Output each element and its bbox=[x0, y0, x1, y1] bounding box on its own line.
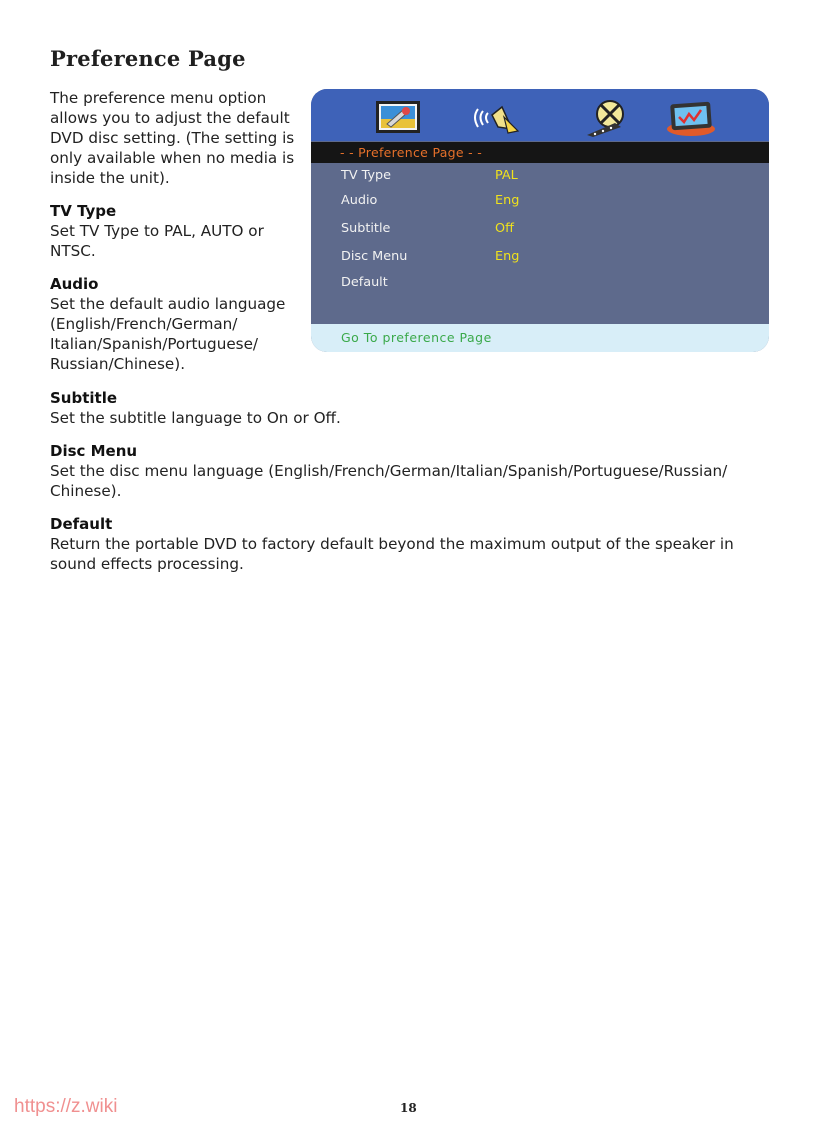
intro-column bbox=[50, 88, 305, 387]
audio-heading: Audio bbox=[50, 275, 99, 293]
osd-row-audio-value: Eng bbox=[495, 193, 520, 208]
disc-menu-text: Set the disc menu language (English/French/German/Italian/Spanish/Portuguese/Russian/ Chinese). bbox=[50, 462, 728, 500]
osd-row-disc-menu-label: Disc Menu bbox=[341, 249, 408, 264]
osd-row-audio-label: Audio bbox=[341, 193, 378, 208]
intro-text: The preference menu option allows you to adjust the default DVD disc setting. (The setting is only available when no media is inside the unit). bbox=[50, 89, 295, 187]
audio-text: Set the default audio language (English/French/German/ Italian/Spanish/Portuguese/ Russian/Chinese). bbox=[50, 295, 286, 373]
default-heading: Default bbox=[50, 515, 113, 533]
general-setup-icon bbox=[369, 97, 427, 137]
osd-row-default-label: Default bbox=[341, 275, 388, 290]
audio-setup-icon bbox=[468, 97, 526, 137]
osd-menu-screenshot bbox=[311, 89, 769, 352]
osd-row-disc-menu-value: Eng bbox=[495, 249, 520, 264]
osd-header-bar: - - Preference Page - - bbox=[311, 142, 769, 163]
watermark-link[interactable]: https://z.wiki bbox=[14, 1096, 118, 1117]
preference-icon bbox=[661, 97, 719, 137]
osd-row-tv-type-value: PAL bbox=[495, 168, 518, 183]
subtitle-heading: Subtitle bbox=[50, 389, 118, 407]
default-text: Return the portable DVD to factory default beyond the maximum output of the speaker in sound effects processing. bbox=[50, 535, 734, 573]
tv-type-text: Set TV Type to PAL, AUTO or NTSC. bbox=[50, 222, 264, 260]
osd-row-subtitle-value: Off bbox=[495, 221, 514, 236]
disc-menu-heading: Disc Menu bbox=[50, 442, 138, 460]
page-number: 18 bbox=[400, 1101, 417, 1115]
tv-type-heading: TV Type bbox=[50, 202, 117, 220]
video-setup-icon bbox=[581, 97, 639, 137]
osd-row-tv-type-label: TV Type bbox=[341, 168, 392, 183]
page-title: Preference Page bbox=[50, 46, 246, 71]
wide-section bbox=[50, 388, 770, 587]
osd-row-subtitle-label: Subtitle bbox=[341, 221, 391, 236]
osd-icon-bar bbox=[311, 89, 769, 141]
osd-footer: Go To preference Page bbox=[311, 324, 769, 352]
subtitle-text: Set the subtitle language to On or Off. bbox=[50, 409, 341, 427]
